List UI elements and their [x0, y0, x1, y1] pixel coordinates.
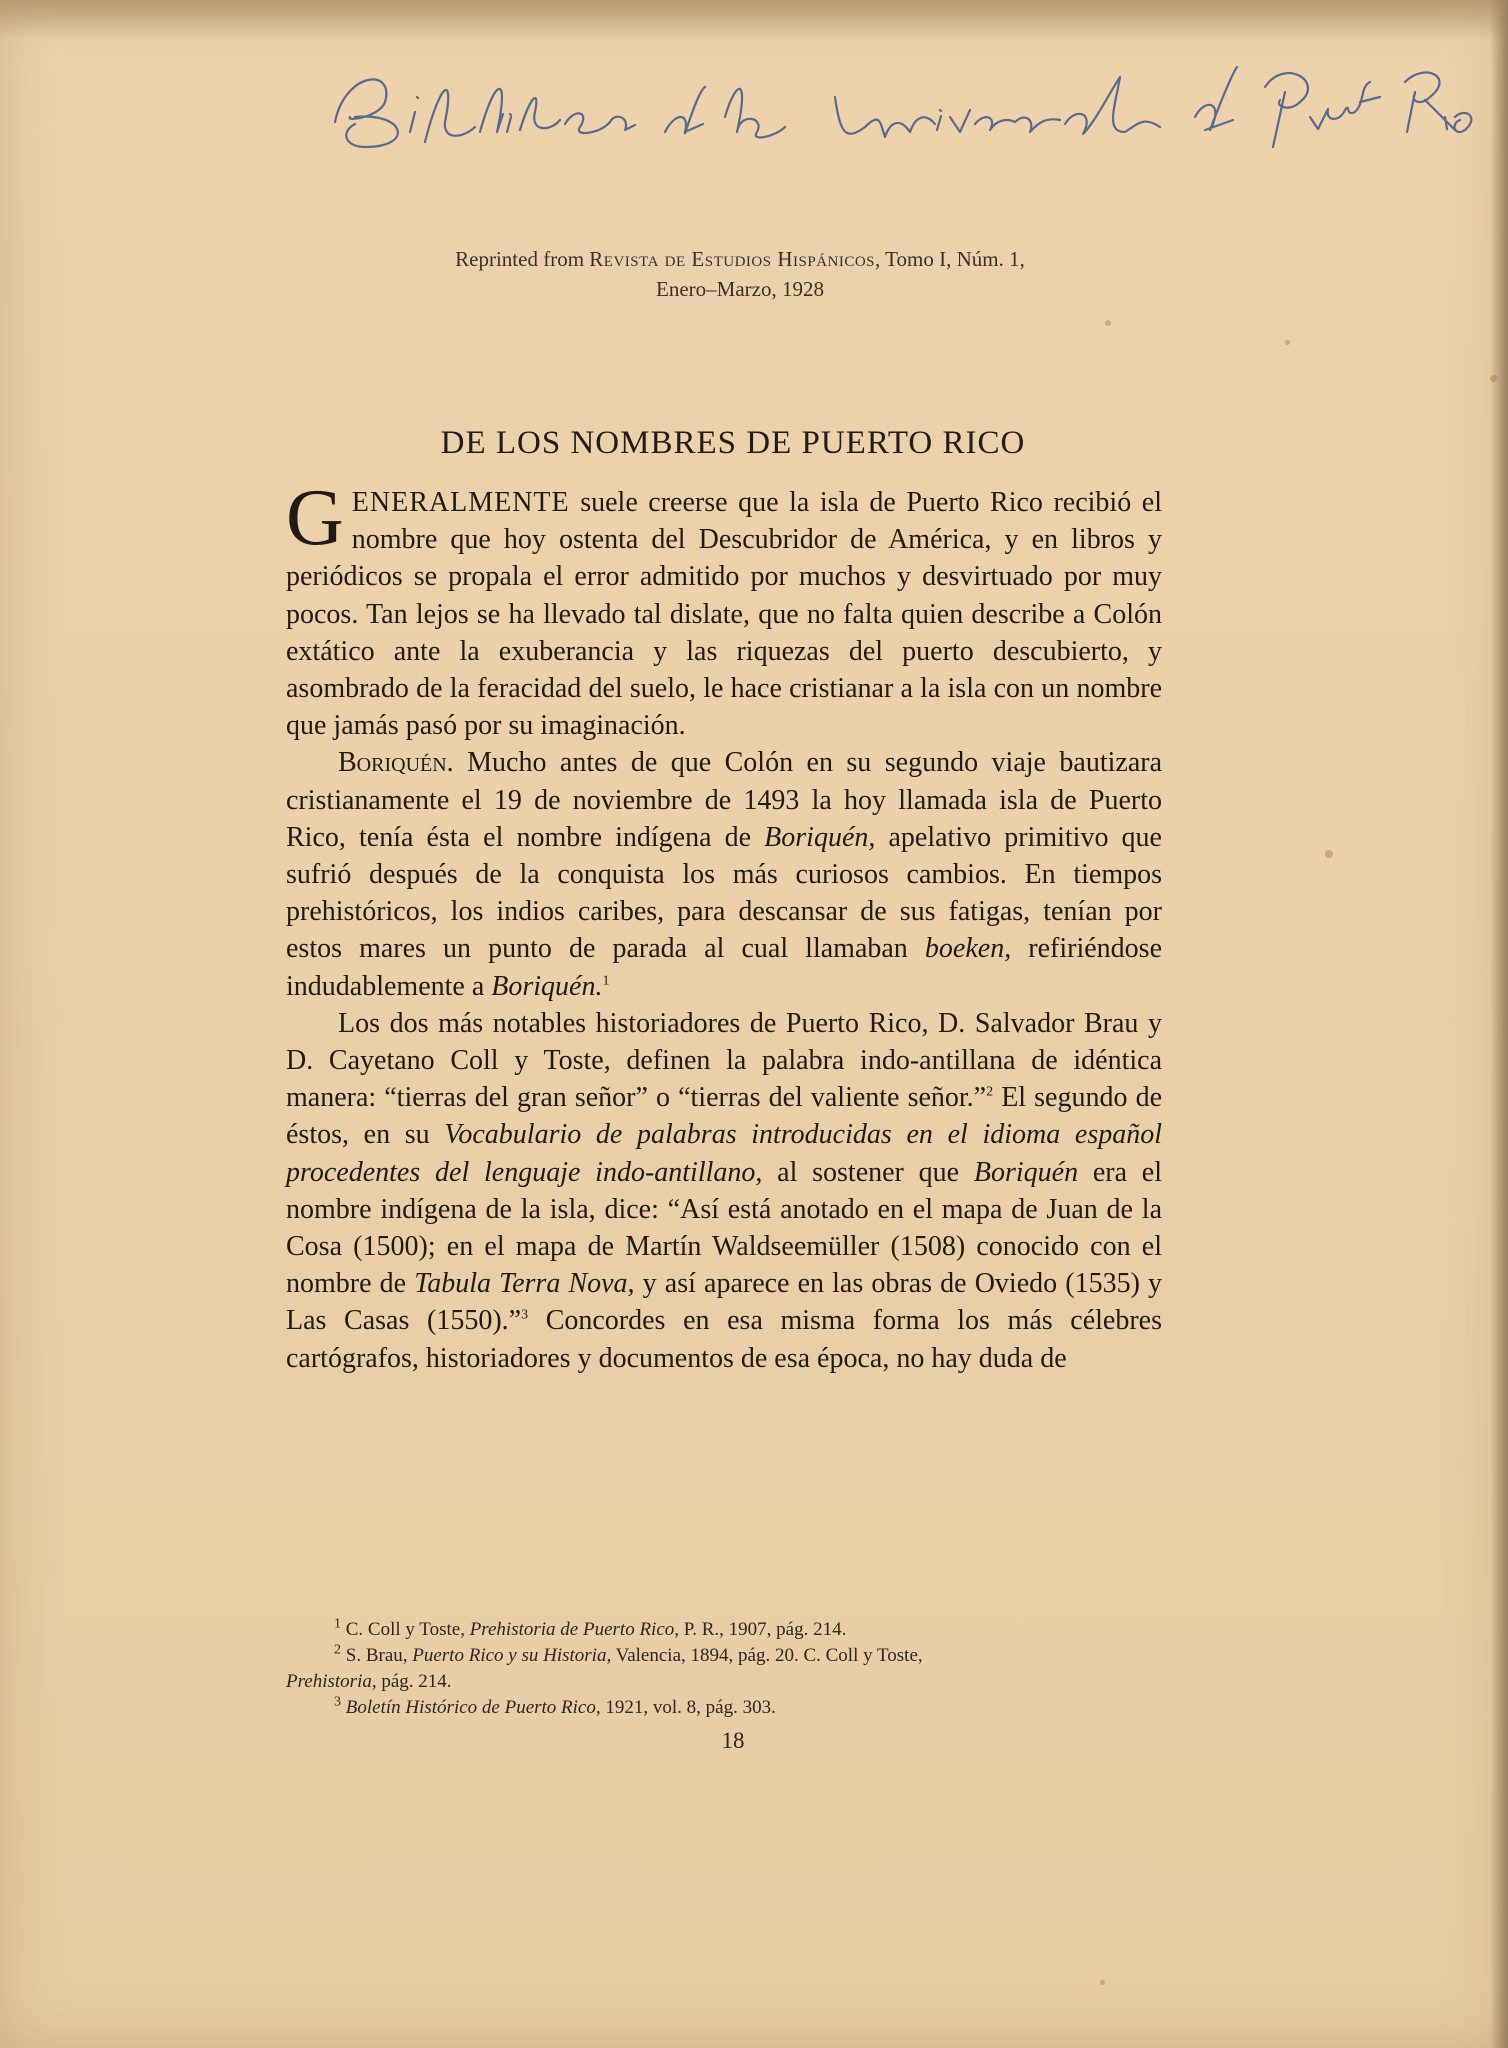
foxing-spot: [1105, 320, 1111, 326]
reprint-prefix: Reprinted from: [455, 247, 585, 271]
section-heading-boriquen: Boriquén.: [338, 747, 454, 779]
article-title: DE LOS NOMBRES DE PUERTO RICO: [440, 425, 1026, 461]
footnote-text: P. R., 1907, pág. 214.: [679, 1619, 847, 1640]
footnotes: [286, 1617, 1162, 1721]
footnote-text: C. Coll y Toste,: [341, 1619, 470, 1640]
footnote-title: Puerto Rico y su Historia,: [412, 1645, 612, 1666]
paragraph-3-text: al sostener que: [762, 1156, 974, 1188]
footnote-ref-3: 3: [521, 1308, 529, 1324]
page-top-edge: [0, 0, 1508, 40]
paragraph-3-text: era el nombre indígena de la isla, dice: “Así está anotado en el mapa de Juan de la Cosa (1500); en el mapa de Martín Waldseemüller (1508) conocido con el nombre de: [286, 1156, 1162, 1300]
foxing-spot: [1325, 850, 1333, 858]
drop-cap: G: [286, 474, 344, 562]
footnote-3: [286, 1695, 1162, 1721]
paragraph-3-text: El segundo de éstos, en su: [286, 1082, 1162, 1151]
italic-title: Tabula Terra Nova,: [414, 1268, 635, 1300]
paragraph-1-text: suele creerse que la isla de Puerto Rico recibió el nombre que hoy ostenta del Descubridor de América, y en libros y periódicos se propala el error admitido por muchos y desvirtuado por muy pocos. Tan lejos se ha llevado tal dislate, que no falta quien describe a Colón extático ante la exuberancia y las riquezas del puerto descubierto, y asombrado de la feracidad del suelo, le hace cristianar a la isla con un nombre que jamás pasó por su imaginación.: [286, 487, 1162, 742]
paragraph-3-text: Los dos más notables historiadores de Puerto Rico, D. Salvador Brau y D. Cayetano Coll y Toste, definen la palabra indo-antillana de idéntica manera: “tierras del gran señor” o “tierras del valiente señor.”: [286, 1007, 1162, 1114]
footnote-ref-1: 1: [602, 973, 610, 989]
italic-term: Boriquén,: [764, 821, 876, 853]
paragraph-2-text: refiriéndose indudablemente a: [286, 933, 1162, 1002]
paragraph-2-text: Mucho antes de que Colón en su segundo viaje bautizara cristianamente el 19 de noviembre de 1493 la hoy llamada isla de Puerto Rico, tenía ésta el nombre indígena de: [286, 747, 1162, 853]
footnote-2: [286, 1643, 1162, 1669]
paragraph-2-text: apelativo primitivo que sufrió después de la conquista los más curiosos cambios. En tiempos prehistóricos, los indios caribes, para descansar de sus fatigas, tenían por estos mares un punto de parada al cual llamaban: [286, 821, 1162, 965]
reprint-date: Enero–Marzo, 1928: [656, 277, 824, 301]
footnote-1: [286, 1617, 1162, 1643]
paragraph-3-text: y así aparece en las obras de Oviedo (1535) y Las Casas (1550).”: [286, 1268, 1163, 1337]
reprint-line-1: [200, 244, 1280, 274]
paragraph-1: [286, 474, 1162, 744]
footnote-title: Prehistoria,: [286, 1671, 377, 1692]
footnote-number: 1: [334, 1616, 341, 1632]
footnote-ref-2: 2: [986, 1084, 994, 1100]
handwritten-signature-drawing: [325, 62, 1485, 172]
footnote-number: 2: [334, 1642, 341, 1658]
journal-issue: , Tomo I, Núm. 1,: [875, 247, 1025, 271]
journal-name: Revista de Estudios Hispánicos: [589, 247, 876, 271]
lead-word: ENERALMENTE: [351, 487, 570, 518]
paragraph-3: [286, 1005, 1162, 1377]
foxing-spot: [1100, 1980, 1105, 1985]
footnote-text: Valencia, 1894, pág. 20. C. Coll y Toste,: [611, 1645, 923, 1666]
footnote-text: 1921, vol. 8, pág. 303.: [600, 1697, 776, 1718]
footnote-text: S. Brau,: [341, 1645, 413, 1666]
footnote-title: Boletín Histórico de Puerto Rico,: [341, 1697, 601, 1718]
reprint-notice: [200, 244, 1280, 304]
italic-title: Vocabulario de palabras introducidas en el idioma español procedentes del lenguaje indo-antillano,: [286, 1119, 1163, 1188]
paragraph-3-text: Concordes en esa misma forma los más célebres cartógrafos, historiadores y documentos de esa época, no hay duda de: [286, 1305, 1162, 1374]
page-number: 18: [721, 1728, 745, 1753]
footnote-title: Prehistoria de Puerto Rico,: [469, 1619, 680, 1640]
page-right-edge: [1490, 0, 1508, 2048]
foxing-spot: [1285, 340, 1290, 345]
italic-term: Boriquén.: [491, 970, 603, 1002]
paragraph-2: [286, 744, 1162, 1004]
footnote-2-continued: [286, 1669, 1162, 1695]
handwritten-inscription: [325, 62, 1485, 172]
italic-term: Boriquén: [973, 1156, 1079, 1188]
footnote-number: 3: [334, 1694, 341, 1710]
italic-term: boeken,: [924, 933, 1012, 965]
article-body: [286, 474, 1163, 1377]
foxing-spot: [1490, 375, 1497, 382]
footnote-text: pág. 214.: [376, 1671, 452, 1692]
